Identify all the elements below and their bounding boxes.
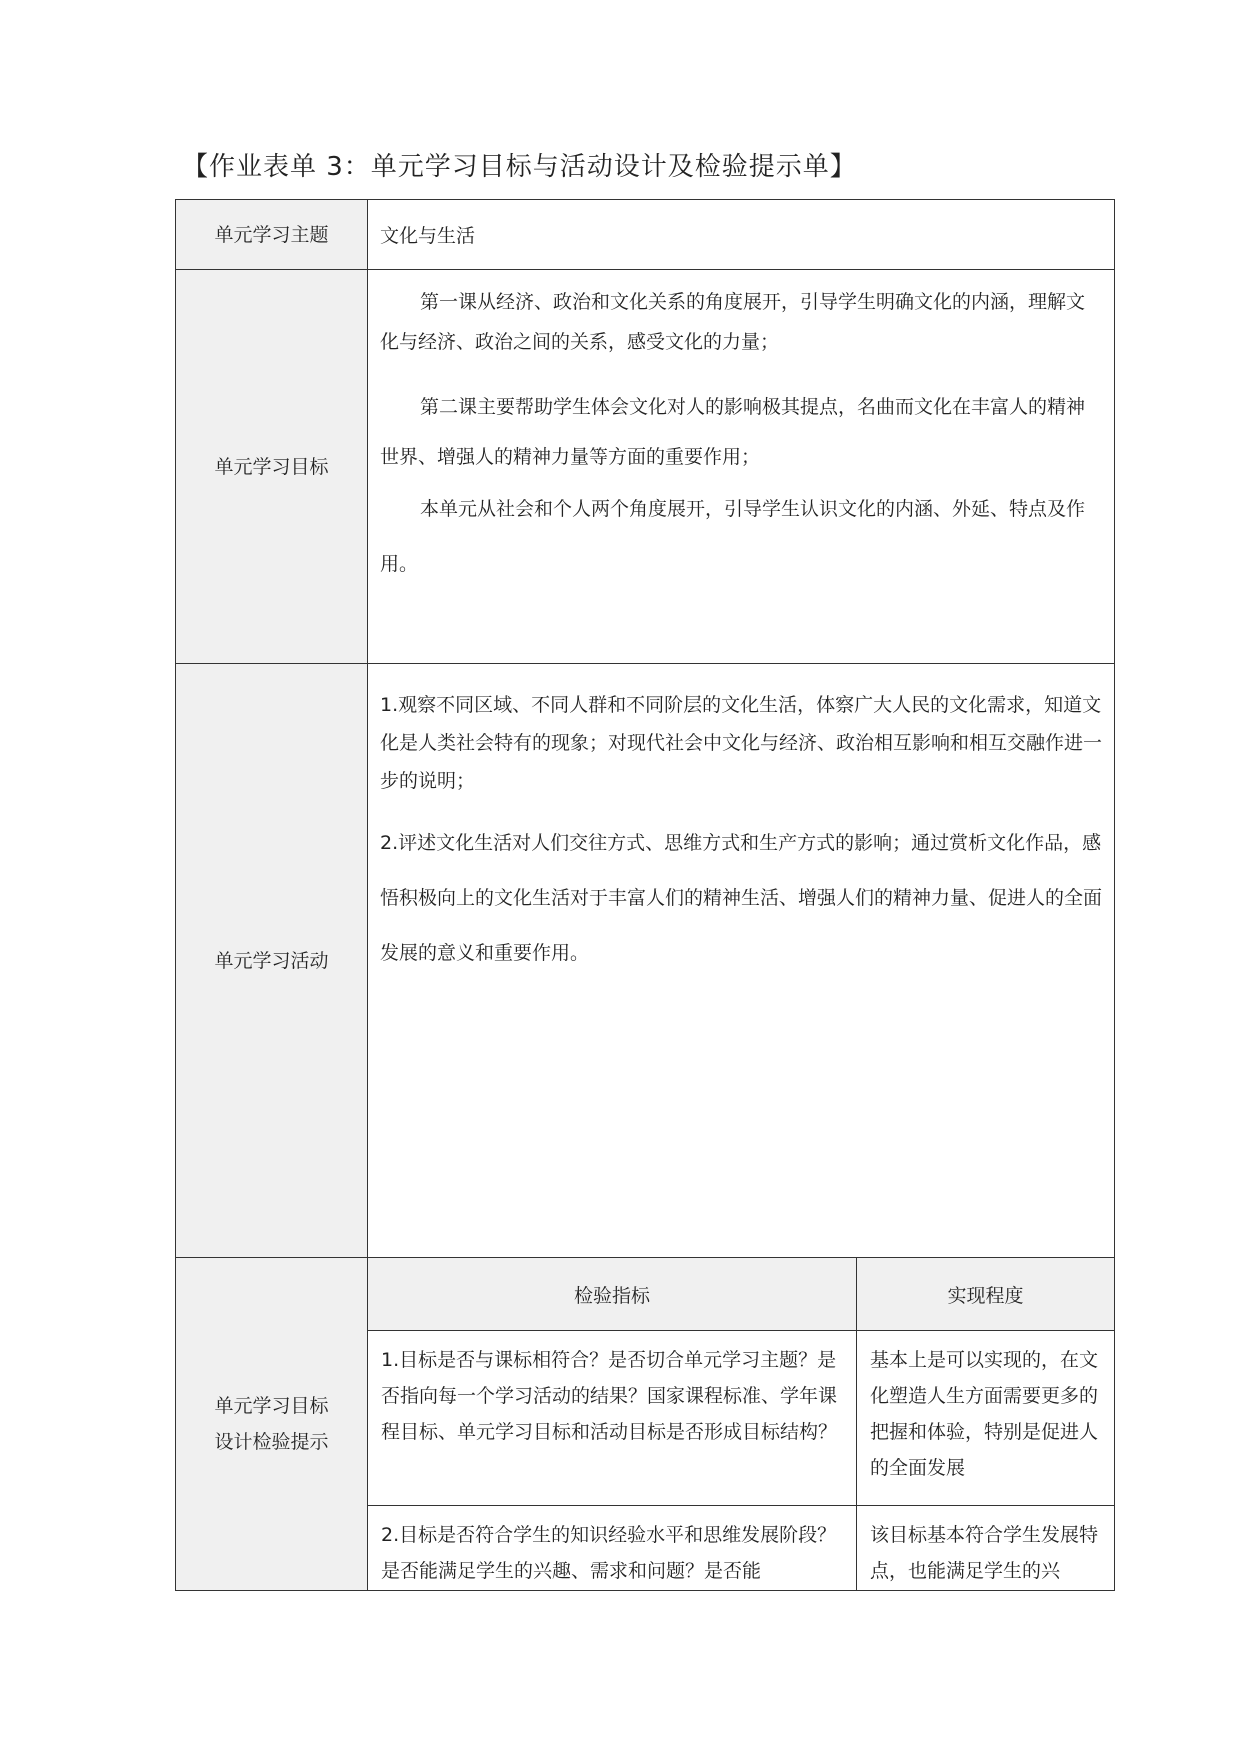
goal-paragraph: 第二课主要帮助学生体会文化对人的影响极其提点，名曲而文化在丰富人的精神世界、增强人的精神力量等方面的重要作用；	[380, 396, 1086, 468]
goals-cell	[368, 270, 1115, 664]
check-subtable	[368, 1258, 1114, 1590]
check-header-row	[368, 1258, 1114, 1331]
row-goals	[176, 270, 1115, 664]
activities-cell	[368, 664, 1115, 1258]
degree-header: 实现程度	[857, 1258, 1115, 1331]
activities-label: 单元学习活动	[176, 664, 368, 1258]
theme-label: 单元学习主题	[176, 200, 368, 270]
row-activities	[176, 664, 1115, 1258]
row-check	[176, 1258, 1115, 1591]
check-label	[176, 1258, 368, 1591]
indicator-text: 2.目标是否符合学生的知识经验水平和思维发展阶段？是否能满足学生的兴趣、需求和问题？是否能	[381, 1524, 837, 1582]
row-theme	[176, 200, 1115, 270]
check-row	[368, 1331, 1114, 1506]
theme-cell	[368, 200, 1115, 270]
check-cell	[368, 1258, 1115, 1591]
activity-item: 1.观察不同区域、不同人群和不同阶层的文化生活，体察广大人民的文化需求，知道文化是人类社会特有的现象；对现代社会中文化与经济、政治相互影响和相互交融作进一步的说明；	[380, 694, 1103, 792]
activity-item: 2.评述文化生活对人们交往方式、思维方式和生产方式的影响；通过赏析文化作品，感悟积极向上的文化生活对于丰富人们的精神生活、增强人们的精神力量、促进人的全面发展的意义和重要作用。	[380, 832, 1103, 964]
check-label-line: 单元学习目标	[214, 1395, 329, 1417]
check-label-line: 设计检验提示	[214, 1431, 329, 1453]
indicator-header: 检验指标	[368, 1258, 857, 1331]
worksheet-table	[175, 199, 1115, 1591]
goal-paragraph: 本单元从社会和个人两个角度展开，引导学生认识文化的内涵、外延、特点及作用。	[380, 498, 1086, 575]
indicator-text: 1.目标是否与课标相符合？是否切合单元学习主题？是否指向每一个学习活动的结果？国家课程标准、学年课程目标、单元学习目标和活动目标是否形成目标结构？	[381, 1349, 838, 1443]
check-row	[368, 1506, 1114, 1591]
theme-value: 文化与生活	[380, 225, 476, 247]
page-title: 【作业表单 3：单元学习目标与活动设计及检验提示单】	[182, 152, 857, 182]
goal-paragraph: 第一课从经济、政治和文化关系的角度展开，引导学生明确文化的内涵，理解文化与经济、政治之间的关系，感受文化的力量；	[380, 291, 1086, 353]
goals-label: 单元学习目标	[176, 270, 368, 664]
degree-text: 该目标基本符合学生发展特点，也能满足学生的兴	[870, 1524, 1099, 1582]
degree-text: 基本上是可以实现的，在文化塑造人生方面需要更多的把握和体验，特别是促进人的全面发展	[870, 1349, 1099, 1479]
